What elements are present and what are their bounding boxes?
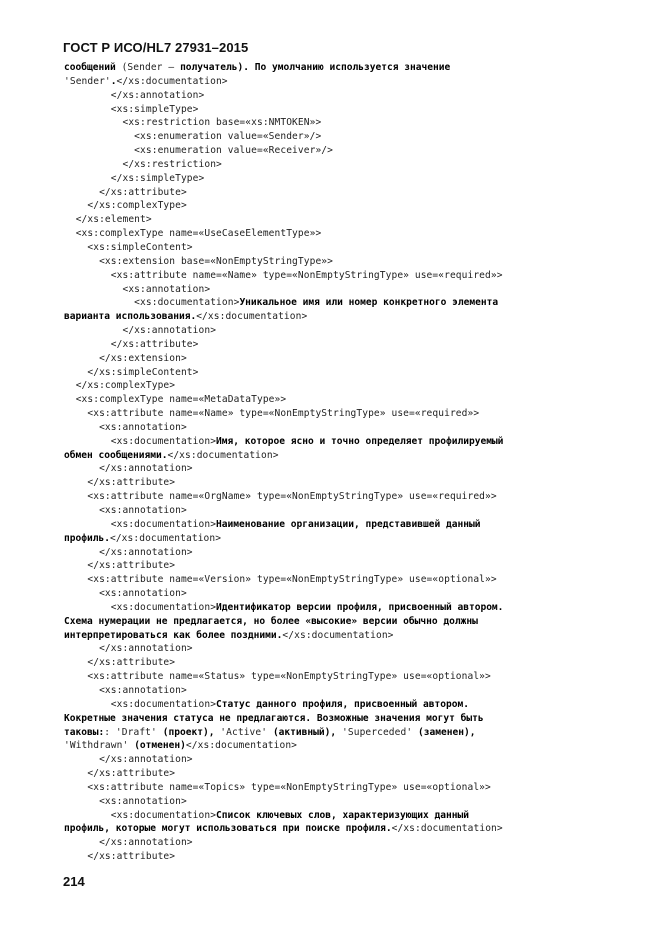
code-line	[64, 449, 634, 463]
code-comment-text: получатель). По умолчанию используется значение	[180, 62, 451, 73]
code-line	[64, 103, 634, 117]
code-comment-text: Список ключевых слов, характеризующих данный	[216, 809, 469, 821]
code-line	[64, 767, 634, 781]
code-comment-text: Схема нумерации не предлагается, но более «высокие» версии обычно должны	[64, 615, 478, 627]
code-line	[64, 61, 634, 75]
code-markup-text: <xs:attribute name=«Version» type=«NonEmptyStringType» use=«optional»>	[64, 574, 497, 586]
code-markup-text: <xs:annotation>	[64, 505, 187, 516]
code-line	[64, 601, 634, 615]
code-markup-text: <xs:attribute name=«OrgName» type=«NonEmptyStringType» use=«required»>	[64, 491, 497, 503]
code-line	[64, 199, 634, 213]
code-line	[64, 310, 634, 324]
code-markup-text: </xs:complexType>	[64, 200, 187, 212]
code-comment-text: Наименование организации, представившей данный	[216, 518, 481, 530]
code-markup-text: </xs:attribute>	[64, 477, 176, 489]
code-comment-text: Статус данного профиля, присвоенный автором.	[216, 698, 469, 710]
code-markup-text: </xs:documentation>	[196, 311, 308, 323]
code-markup-text: <xs:annotation>	[64, 421, 187, 433]
code-line	[64, 698, 634, 712]
code-line	[64, 241, 634, 255]
code-comment-text: (проект),	[162, 726, 215, 738]
code-line	[64, 352, 634, 366]
code-comment-text: (отменен)	[134, 740, 186, 752]
code-markup-text: <xs:restriction base=«xs:NMTOKEN»>	[64, 117, 322, 129]
code-line	[64, 75, 634, 89]
code-comment-text: Имя, которое ясно и точно определяет профилируемый	[216, 435, 504, 447]
code-line	[64, 615, 634, 629]
code-line	[64, 158, 634, 172]
code-line	[64, 670, 634, 684]
code-line	[64, 476, 634, 490]
code-markup-text: </xs:annotation>	[64, 837, 193, 849]
code-markup-text: </xs:simpleType>	[64, 172, 205, 184]
code-markup-text: (Sender –	[115, 62, 181, 73]
code-line	[64, 338, 634, 352]
xsd-code-listing	[64, 61, 634, 864]
code-line	[64, 850, 634, 864]
code-markup-text: </xs:documentation>	[109, 532, 222, 544]
code-line	[64, 296, 634, 310]
code-markup-text: </xs:annotation>	[64, 325, 217, 337]
code-line	[64, 712, 634, 726]
code-markup-text: </xs:attribute>	[64, 657, 176, 669]
code-markup-text: <xs:simpleContent>	[64, 241, 193, 253]
code-line	[64, 130, 634, 144]
code-line	[64, 366, 634, 380]
code-line	[64, 656, 634, 670]
code-line	[64, 684, 634, 698]
code-comment-text: Кокретные значения статуса не предлагаются. Возможные значения могут быть	[64, 712, 484, 724]
page-number: 214	[63, 874, 85, 889]
code-line	[64, 490, 634, 504]
code-markup-text: <xs:documentation>	[64, 809, 217, 821]
code-markup-text: </xs:documentation>	[391, 823, 503, 835]
code-markup-text: 'Active'	[214, 726, 273, 738]
code-line	[64, 781, 634, 795]
code-line	[64, 822, 634, 836]
code-markup-text: </xs:annotation>	[64, 89, 205, 101]
standard-header: ГОСТ Р ИСО/HL7 27931–2015	[63, 40, 249, 55]
code-line	[64, 629, 634, 643]
code-line	[64, 283, 634, 297]
code-line	[64, 393, 634, 407]
code-markup-text: <xs:documentation>	[64, 698, 217, 710]
code-markup-text: </xs:simpleContent>	[64, 366, 199, 378]
code-markup-text: <xs:attribute name=«Topics» type=«NonEmptyStringType» use=«optional»>	[64, 781, 491, 793]
code-line	[64, 836, 634, 850]
code-line	[64, 559, 634, 573]
code-comment-text: (активный),	[272, 726, 337, 738]
code-line	[64, 186, 634, 200]
code-markup-text: <xs:enumeration value=«Sender»/>	[64, 131, 322, 143]
code-comment-text: интерпретироваться как более поздними.	[64, 629, 283, 641]
code-line	[64, 379, 634, 393]
code-markup-text: </xs:extension>	[64, 352, 187, 364]
code-markup-text: <xs:annotation>	[64, 283, 211, 295]
code-markup-text: <xs:annotation>	[64, 684, 187, 696]
code-markup-text: <xs:enumeration value=«Receiver»/>	[64, 145, 333, 157]
code-line	[64, 573, 634, 587]
code-line	[64, 532, 634, 546]
code-markup-text: </xs:complexType>	[64, 380, 176, 392]
code-line	[64, 809, 634, 823]
code-markup-text: </xs:annotation>	[64, 546, 193, 558]
code-markup-text: : 'Draft'	[104, 726, 163, 738]
code-comment-text: (заменен),	[418, 726, 476, 738]
code-comment-text: варианта использования.	[64, 311, 197, 323]
code-line	[64, 89, 634, 103]
code-comment-text: Уникальное имя или номер конкретного элемента	[239, 297, 499, 309]
code-markup-text: <xs:annotation>	[64, 795, 187, 807]
code-markup-text: </xs:documentation>	[167, 449, 279, 461]
code-line	[64, 587, 634, 601]
code-markup-text: <xs:complexType name=«UseCaseElementType»>	[64, 228, 322, 240]
code-line	[64, 255, 634, 269]
code-markup-text: </xs:restriction>	[64, 158, 222, 170]
code-line	[64, 462, 634, 476]
code-line	[64, 324, 634, 338]
code-line	[64, 546, 634, 560]
code-line	[64, 269, 634, 283]
code-line	[64, 504, 634, 518]
code-markup-text: <xs:attribute name=«Name» type=«NonEmptyStringType» use=«required»>	[64, 269, 503, 281]
code-markup-text: </xs:documentation>	[282, 629, 394, 641]
code-line	[64, 421, 634, 435]
code-markup-text: </xs:attribute>	[64, 338, 199, 350]
code-line	[64, 407, 634, 421]
code-markup-text: <xs:annotation>	[64, 588, 187, 600]
code-line	[64, 753, 634, 767]
code-line	[64, 116, 634, 130]
code-line	[64, 144, 634, 158]
code-line	[64, 172, 634, 186]
code-markup-text: <xs:complexType name=«MetaDataType»>	[64, 394, 287, 406]
code-markup-text: </xs:attribute>	[64, 851, 176, 863]
code-line	[64, 726, 634, 740]
code-markup-text: <xs:documentation>	[64, 601, 217, 613]
code-markup-text: </xs:annotation>	[64, 754, 193, 766]
code-markup-text: <xs:documentation>	[64, 435, 217, 447]
code-markup-text: 'Superceded'	[336, 726, 419, 738]
code-line	[64, 795, 634, 809]
code-line	[64, 227, 634, 241]
code-markup-text: 'Sender'	[64, 75, 111, 87]
code-markup-text: </xs:element>	[64, 214, 152, 226]
code-markup-text: <xs:documentation>	[64, 518, 217, 530]
code-line	[64, 642, 634, 656]
code-markup-text: <xs:simpleType>	[64, 103, 199, 115]
code-markup-text: </xs:attribute>	[64, 186, 187, 198]
code-markup-text: </xs:documentation>	[116, 75, 228, 87]
code-markup-text: <xs:extension base=«NonEmptyStringType»>	[64, 255, 333, 267]
code-line	[64, 739, 634, 753]
code-comment-text: обмен сообщениями.	[64, 449, 168, 461]
code-line	[64, 518, 634, 532]
code-comment-text: профиль.	[64, 532, 110, 544]
code-markup-text: </xs:attribute>	[64, 768, 176, 780]
code-markup-text: </xs:attribute>	[64, 560, 176, 572]
code-line	[64, 213, 634, 227]
code-comment-text: таковы:	[64, 726, 105, 738]
code-comment-text: .	[110, 75, 117, 87]
code-markup-text: </xs:annotation>	[64, 643, 193, 655]
code-comment-text: сообщений	[64, 62, 116, 73]
code-markup-text: <xs:documentation>	[64, 297, 240, 309]
code-comment-text: Идентификатор версии профиля, присвоенный автором.	[216, 601, 504, 613]
code-comment-text: профиль, которые могут использоваться при поиске профиля.	[64, 823, 392, 835]
code-line	[64, 435, 634, 449]
code-markup-text: </xs:documentation>	[185, 740, 298, 752]
code-markup-text: <xs:attribute name=«Status» type=«NonEmptyStringType» use=«optional»>	[64, 671, 491, 683]
code-markup-text: <xs:attribute name=«Name» type=«NonEmptyStringType» use=«required»>	[64, 408, 480, 420]
code-markup-text: </xs:annotation>	[64, 463, 193, 475]
code-markup-text: 'Withdrawn'	[64, 740, 135, 752]
